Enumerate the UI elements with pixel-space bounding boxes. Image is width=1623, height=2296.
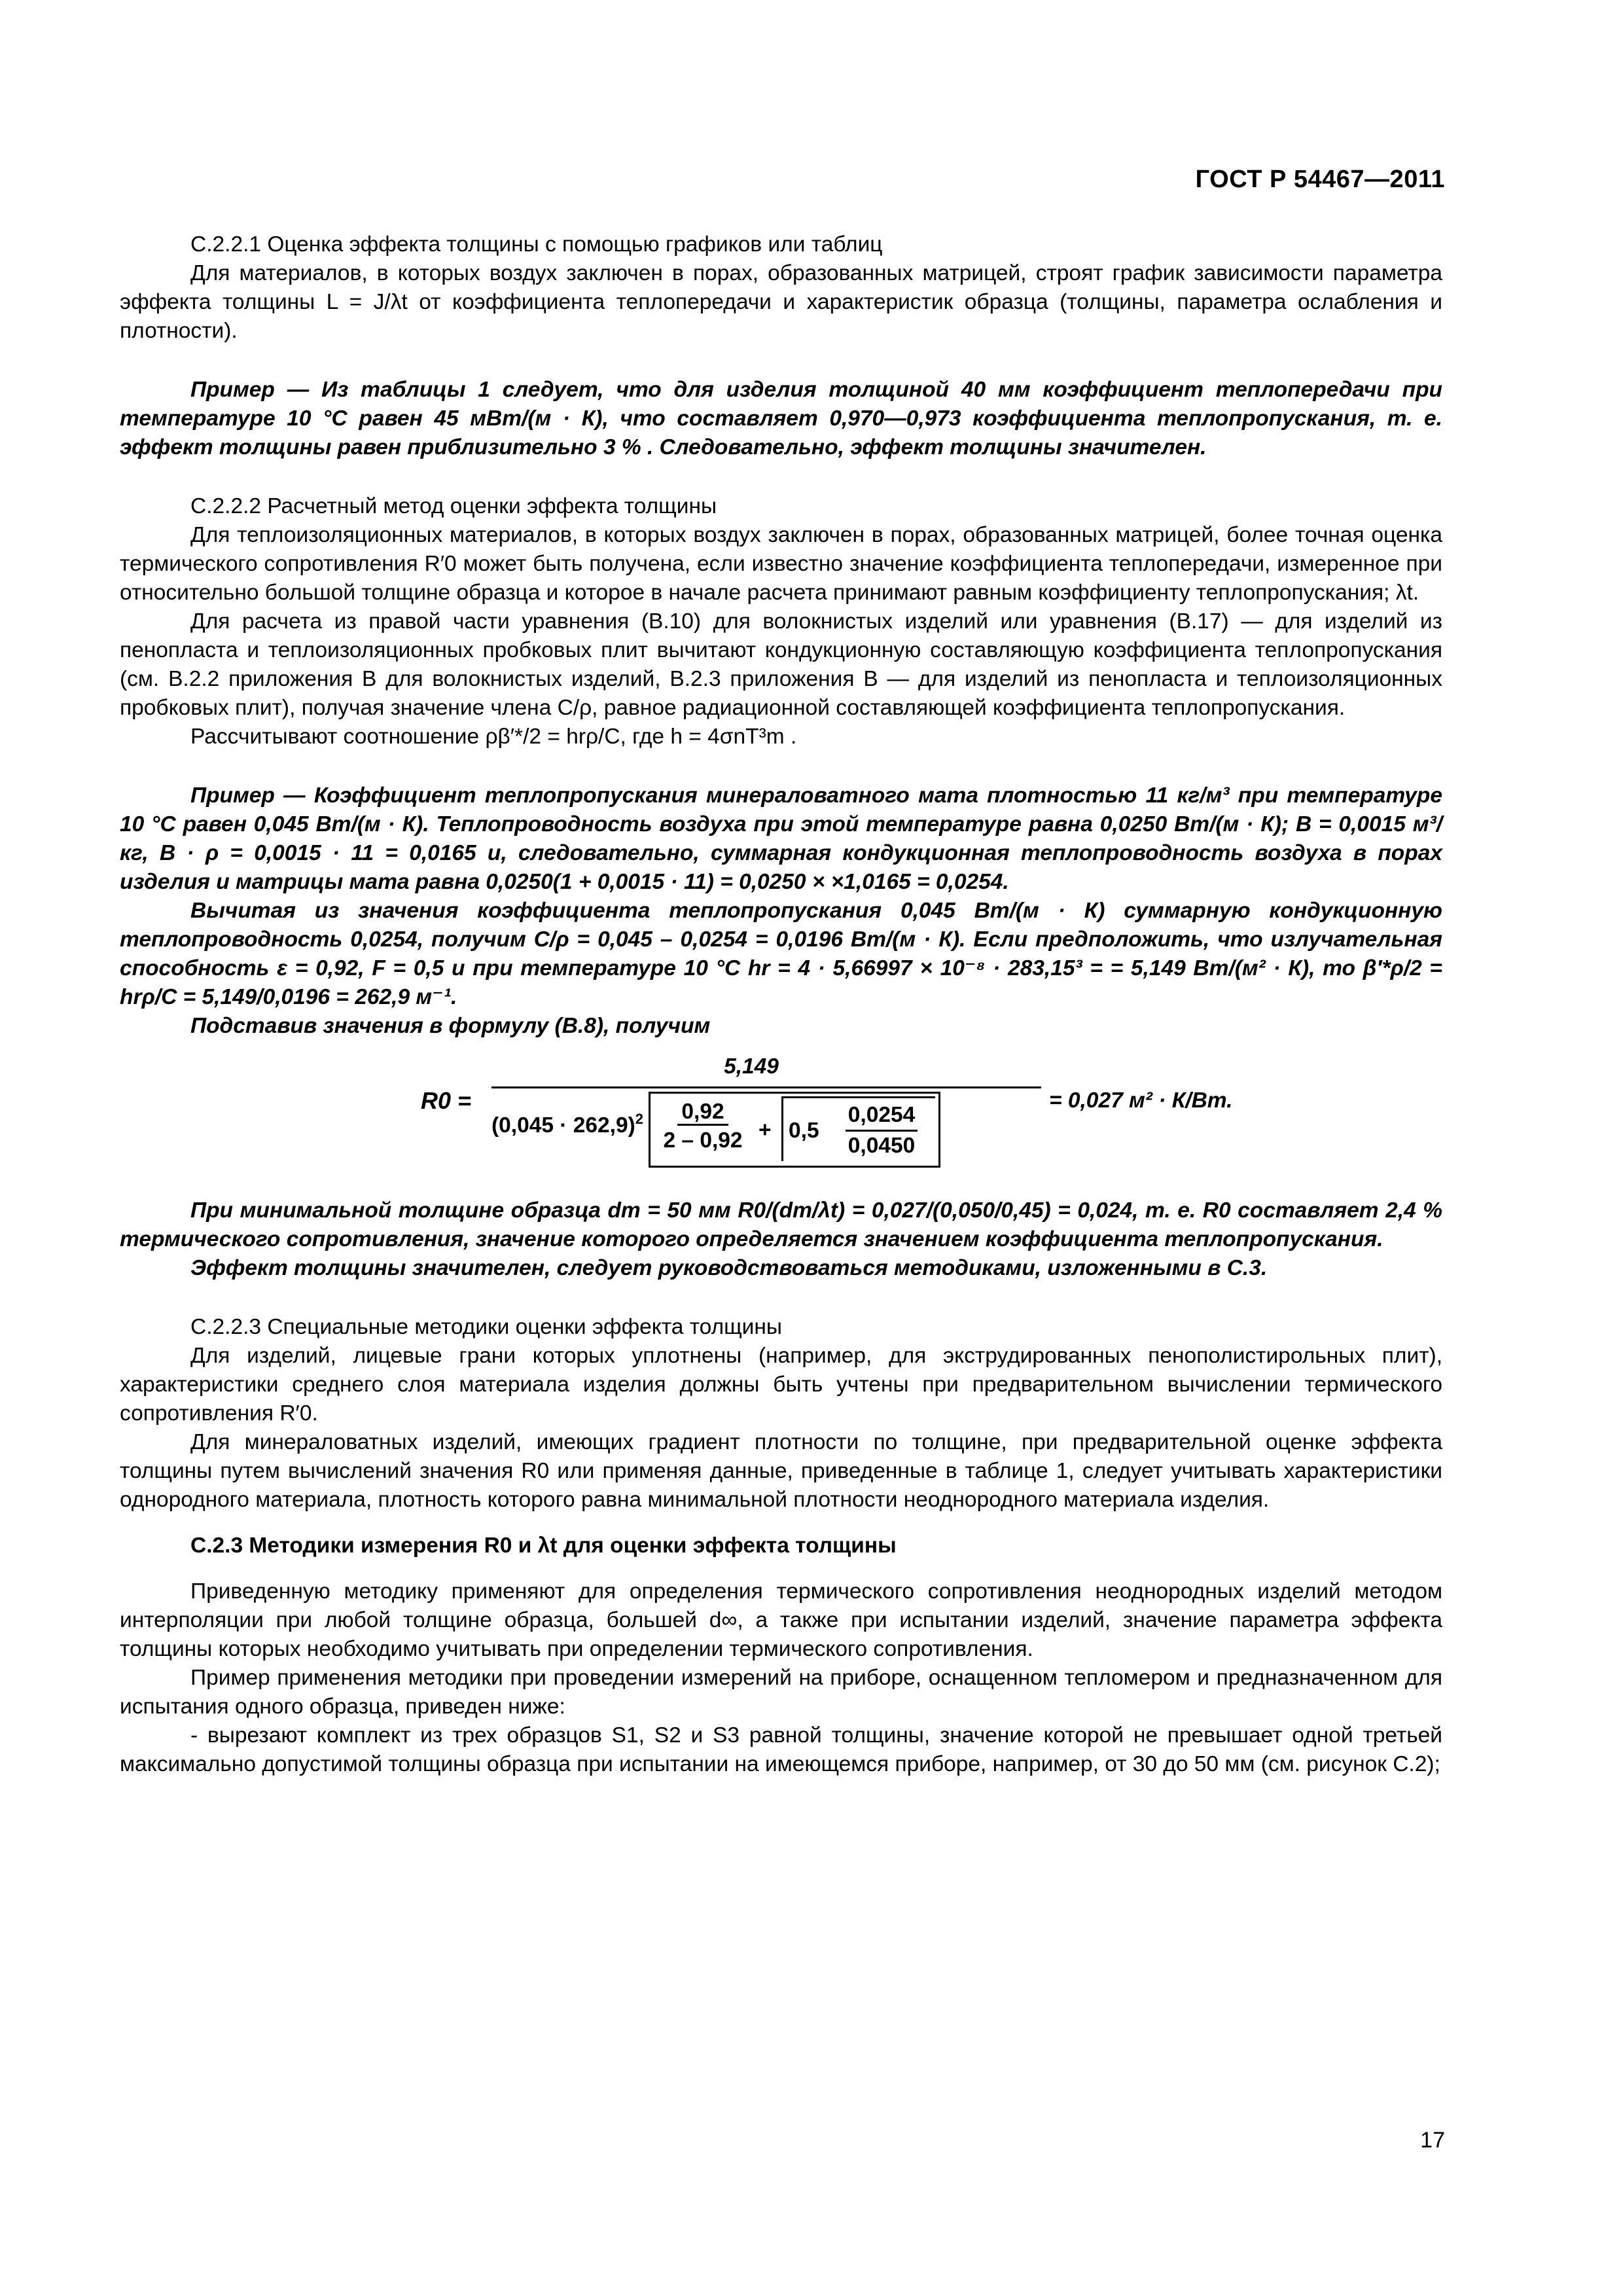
list-item: - вырезают комплект из трех образцов S1, S2 и S3 равной толщины, значение которой не превышает одной третьей максимально допустимой толщины образца при испытании на имеющемся приборе, например, от 30 до 50 мм (см. рисунок С.2); <box>120 1723 1442 1776</box>
section-title-c2221: С.2.2.1 Оценка эффекта толщины с помощью графиков или таблиц <box>190 232 883 257</box>
fraction-2 <box>832 1101 931 1160</box>
example-paragraph: Пример — Коэффициент теплопропускания минераловатного мата плотностью 11 кг/м³ при температуре 10 °С равен 0,045 Вт/(м · К). Теплопроводность воздуха при этой температуре равна 0,0250 Вт/(м · К); В = 0,0015 м³/кг, В · ρ = 0,0015 · 11 = 0,0165 и, следовательно, суммарная кондукционная теплопроводность воздуха в порах изделия и матрицы мата равна 0,0250(1 + 0,0015 · 11) = 0,0250 × ×1,0165 = 0,0254. <box>120 783 1442 894</box>
frac2-den: 0,0450 <box>847 1134 916 1158</box>
den-exponent: 2 <box>635 1111 643 1127</box>
den-prefix: (0,045 · 262,9) <box>491 1113 635 1138</box>
paragraph: Для теплоизоляционных материалов, в которых воздух заключен в порах, образованных матрицей, более точная оценка термического сопротивления R′0 может быть получена, если известно значение коэффициента теплопередачи, измеренное при относительно большой толщине образца и которое в начале расчета принимают равным коэффициенту теплопропускания; λt. <box>120 523 1442 605</box>
paragraph: Рассчитывают соотношение ρβ′*/2 = hrρ/C, где h = 4σnT³m . <box>190 725 797 749</box>
example-paragraph: При минимальной толщине образца dm = 50 мм R0/(dm/λt) = 0,027/(0,050/0,45) = 0,024, т. е. R0 составляет 2,4 % термического сопротивления, значение которого определяется значением коэффициента теплопропускания. <box>120 1198 1442 1251</box>
formula-r0 <box>120 1052 1442 1177</box>
paragraph: Для изделий, лицевые грани которых уплотнены (например, для экструдированных пенополистирольных плит), характеристики среднего слоя материала изделия должны быть учтены при предварительном вычислении термического сопротивления R′0. <box>120 1344 1442 1426</box>
example-paragraph: Пример — Из таблицы 1 следует, что для изделия толщиной 40 мм коэффициент теплопередачи при температуре 10 °С равен 45 мВт/(м · К), что составляет 0,970—0,973 коэффициента теплопропускания, т. е. эффект толщины равен приблизительно 3 % . Следовательно, эффект толщины значителен. <box>120 378 1442 459</box>
page-number: 17 <box>1420 2128 1445 2153</box>
fraction-bar <box>491 1086 1041 1088</box>
section-title-c223: С.2.3 Методики измерения R0 и λt для оценки эффекта толщины <box>190 1534 897 1558</box>
section-title-c2223: С.2.2.3 Специальные методики оценки эффекта толщины <box>190 1315 782 1339</box>
paragraph: Для расчета из правой части уравнения (В.10) для волокнистых изделий или уравнения (В.17) — для изделий из пенопласта и теплоизоляционных пробковых плит вычитают кондукционную составляющую коэффициента теплопропускания (см. В.2.2 приложения В для волокнистых изделий, В.2.3 приложения В — для изделий из пенопласта и теплоизоляционных пробковых плит), получая значение члена C/ρ, равное радиационной составляющей коэффициента теплопропускания. <box>120 609 1442 720</box>
formula-denominator <box>491 1092 1041 1170</box>
formula-numerator: 5,149 <box>724 1054 779 1079</box>
square-root <box>781 1096 935 1161</box>
paragraph: Для материалов, в которых воздух заключен в порах, образованных матрицей, строят график зависимости параметра эффекта толщины L = J/λt от коэффициента теплопередачи и характеристик образца (толщины, параметра ослабления и плотности). <box>120 261 1442 343</box>
page-content <box>120 230 1442 1779</box>
paragraph: Приведенную методику применяют для определения термического сопротивления неоднородных изделий методом интерполяции при любой толщине образца, большей d∞, а также при испытании изделий, значение параметра эффекта толщины которых необходимо учитывать при определении термического сопротивления. <box>120 1579 1442 1661</box>
formula-result: = 0,027 м² · К/Вт. <box>1049 1088 1233 1113</box>
example-paragraph: Вычитая из значения коэффициента теплопропускания 0,045 Вт/(м · К) суммарную кондукционную теплопроводность 0,0254, получим C/ρ = 0,045 – 0,0254 = 0,0196 Вт/(м · К). Если предположить, что излучательная способность ε = 0,92, F = 0,5 и при температуре 10 °С hr = 4 · 5,66997 × 10⁻⁸ · 283,15³ = = 5,149 Вт/(м² · К), то β′*ρ/2 = hrρ/C = 5,149/0,0196 = 262,9 м⁻¹. <box>120 899 1442 1009</box>
example-paragraph: Эффект толщины значителен, следует руководствоваться методиками, изложенными в С.3. <box>190 1256 1268 1280</box>
paragraph: Пример применения методики при проведении измерений на приборе, оснащенном тепломером и предназначенном для испытания одного образца, приведен ниже: <box>120 1666 1442 1719</box>
formula-lhs: R0 = <box>421 1087 472 1114</box>
frac1-num: 0,92 <box>677 1100 728 1126</box>
sqrt-coef: 0,5 <box>789 1119 819 1143</box>
example-paragraph: Подставив значения в формулу (В.8), получим <box>190 1014 711 1038</box>
frac2-num: 0,0254 <box>846 1101 918 1132</box>
fraction-1 <box>657 1098 749 1155</box>
frac1-den: 2 – 0,92 <box>663 1128 743 1153</box>
plus-sign: + <box>758 1118 772 1142</box>
section-title-c2222: С.2.2.2 Расчетный метод оценки эффекта толщины <box>190 494 717 518</box>
paragraph: Для минераловатных изделий, имеющих градиент плотности по толщине, при предварительной оценке эффекта толщины путем вычислений значения R0 или применяя данные, приведенные в таблице 1, следует учитывать характеристики однородного материала, плотность которого равна минимальной плотности неоднородного материала изделия. <box>120 1430 1442 1512</box>
document-id: ГОСТ Р 54467—2011 <box>1195 166 1445 193</box>
bracket <box>649 1092 940 1168</box>
